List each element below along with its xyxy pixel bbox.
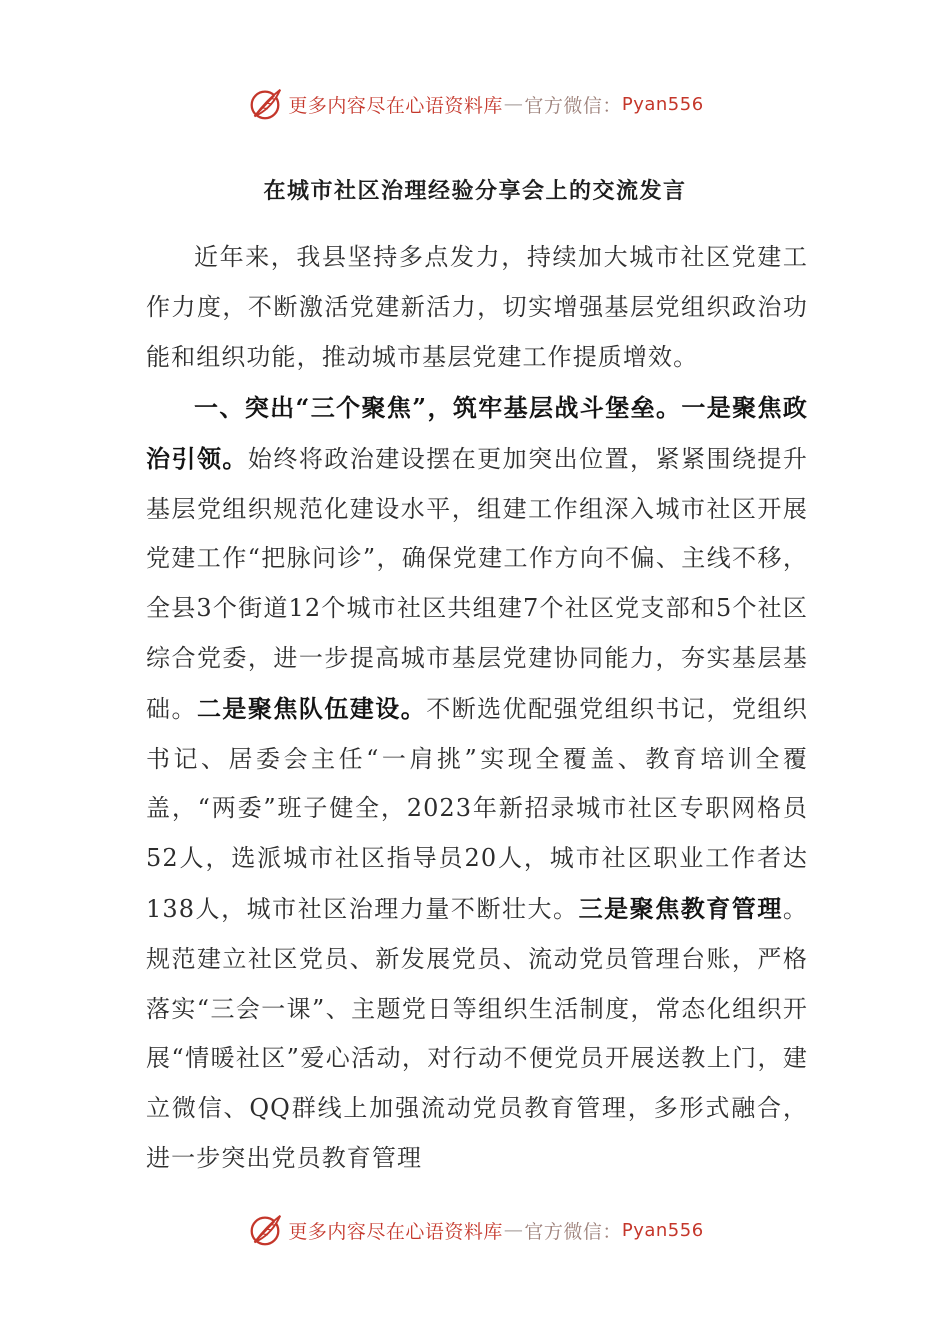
watermark-official-label: 官方微信： xyxy=(524,1220,622,1243)
feather-pen-logo-icon xyxy=(246,85,284,123)
watermark-dash: — xyxy=(503,1219,524,1241)
watermark-official-label: 官方微信： xyxy=(524,94,622,117)
intro-paragraph: 近年来，我县坚持多点发力，持续加大城市社区党建工作力度，不断激活党建新活力，切实增强基层党组织政治功能和组织功能，推动城市基层党建工作提质增效。 xyxy=(146,243,808,371)
point-three-lead: 三是聚焦教育管理 xyxy=(578,893,783,923)
header-watermark xyxy=(0,84,950,124)
feather-pen-logo-icon xyxy=(246,1211,284,1249)
point-one-lead: 一是聚焦政治引领。 xyxy=(146,393,809,473)
watermark-main-text: 更多内容尽在心语资料库 xyxy=(288,1220,503,1243)
section-one-heading: 一、突出“三个聚焦”，筑牢基层战斗堡垒。 xyxy=(194,393,682,422)
point-three-text: 。规范建立社区党员、新发展党员、流动党员管理台账，严格落实“三会一课”、主题党日等组织生活制度，常态化组织开展“情暖社区”爱心活动，对行动不便党员开展送教上门，建立微信、QQ群线上加强流动党员教育管理，多形式融合，进一步突出党员教育管理 xyxy=(146,894,808,1172)
watermark-wechat-id: Pyan556 xyxy=(621,1219,704,1241)
document-title: 在城市社区治理经验分享会上的交流发言 xyxy=(263,178,687,204)
watermark-dash: — xyxy=(503,93,524,115)
watermark-wechat-id: Pyan556 xyxy=(621,93,704,115)
point-two-text: 不断选优配强党组织书记，党组织书记、居委会主任“一肩挑”实现全覆盖、教育培训全覆盖，“两委”班子健全，2023年新招录城市社区专职网格员52人，选派城市社区指导员20人，城市社区职业工作者达138人，城市社区治理力量不断壮大。 xyxy=(146,694,808,923)
section-one-paragraph xyxy=(146,383,808,1184)
watermark-main-text: 更多内容尽在心语资料库 xyxy=(288,94,503,117)
point-one-text: 始终将政治建设摆在更加突出位置，紧紧围绕提升基层党组织规范化建设水平，组建工作组深入城市社区开展党建工作“把脉问诊”，确保党建工作方向不偏、主线不移，全县3个街道12个城市社区共组建7个社区党支部和5个社区综合党委，进一步提高城市基层党建协同能力，夯实基层基础。 xyxy=(146,444,808,723)
point-two-lead: 二是聚焦队伍建设。 xyxy=(196,693,427,723)
footer-watermark xyxy=(0,1210,950,1250)
